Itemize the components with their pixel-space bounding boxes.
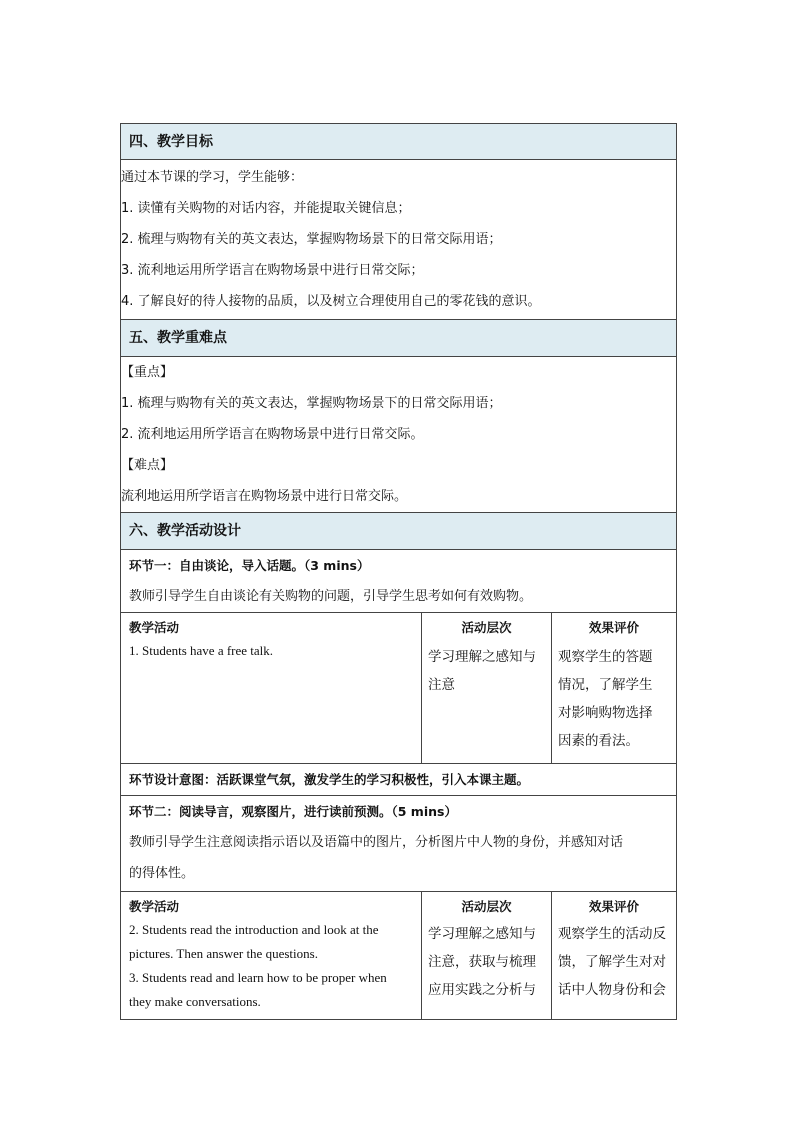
objective-item: 3. 流利地运用所学语言在购物场景中进行日常交际；: [121, 263, 424, 278]
key-point-item: 1. 梳理与购物有关的英文表达，掌握购物场景下的日常交际用语；: [121, 396, 502, 411]
lesson-plan-table: [120, 123, 677, 1020]
level-line: 学习理解之感知与: [428, 926, 536, 942]
eval-column-header: 效果评价: [588, 899, 639, 914]
section-5-body: [120, 357, 677, 513]
stage-2-level-column: [422, 892, 552, 1019]
activity-item: 1. Students have a free talk.: [129, 643, 274, 658]
stage-1-desc: 教师引导学生自由谈论有关购物的问题，引导学生思考如何有效购物。: [129, 589, 533, 604]
stage-2-activity-column: [121, 892, 422, 1019]
stage-1-intro: [120, 550, 677, 613]
level-line: 注意，获取与梳理: [428, 954, 536, 970]
stage-1-activity-table: [120, 613, 677, 764]
activity-item: 3. Students read and learn how to be proper when: [129, 970, 387, 985]
level-column-header: 活动层次: [461, 620, 512, 635]
activity-item: pictures. Then answer the questions.: [129, 946, 318, 961]
section-4-title: 四、教学目标: [129, 134, 213, 150]
difficult-points-label: 【难点】: [121, 458, 174, 473]
eval-line: 观察学生的活动反: [558, 926, 666, 942]
stage-1-intent: [120, 764, 677, 796]
stage-2-desc-line: 教师引导学生注意阅读指示语以及语篇中的图片，分析图片中人物的身份，并感知对话: [129, 835, 624, 850]
key-point-item: 2. 流利地运用所学语言在购物场景中进行日常交际。: [121, 427, 424, 442]
eval-line: 对影响购物选择: [558, 705, 653, 721]
eval-line: 因素的看法。: [558, 733, 639, 749]
level-column-header: 活动层次: [461, 899, 512, 914]
eval-line: 情况，了解学生: [558, 677, 653, 693]
difficult-point-text: 流利地运用所学语言在购物场景中进行日常交际。: [121, 489, 408, 504]
section-5-header: [120, 320, 677, 357]
activity-item: 2. Students read the introduction and look at the: [129, 922, 379, 937]
section-4-header: [120, 123, 677, 160]
stage-1-level-column: [422, 613, 552, 763]
eval-line: 话中人物身份和会: [558, 982, 666, 998]
objective-item: 4. 了解良好的待人接物的品质，以及树立合理使用自己的零花钱的意识。: [121, 294, 541, 309]
objective-item: 1. 读懂有关购物的对话内容，并能提取关键信息；: [121, 201, 411, 216]
section-6-title: 六、教学活动设计: [129, 523, 241, 539]
stage-2-activity-table: [120, 892, 677, 1020]
level-line: 应用实践之分析与: [428, 982, 536, 998]
stage-2-eval-column: [552, 892, 676, 1019]
level-line: 注意: [428, 677, 455, 693]
stage-1-eval-column: [552, 613, 676, 763]
stage-2-intro: [120, 796, 677, 892]
objective-item: 2. 梳理与购物有关的英文表达，掌握购物场景下的日常交际用语；: [121, 232, 502, 247]
activity-column-header: 教学活动: [129, 899, 180, 914]
eval-line: 馈，了解学生对对: [558, 954, 666, 970]
activity-item: they make conversations.: [129, 994, 261, 1009]
section-6-header: [120, 513, 677, 550]
section-4-intro: 通过本节课的学习，学生能够：: [121, 170, 304, 185]
section-4-body: [120, 160, 677, 320]
level-line: 学习理解之感知与: [428, 649, 536, 665]
stage-1-title: 环节一：自由谈论，导入话题。（3 mins）: [129, 558, 370, 573]
section-5-title: 五、教学重难点: [129, 330, 227, 346]
key-points-label: 【重点】: [121, 365, 174, 380]
stage-2-desc-line: 的得体性。: [129, 866, 195, 881]
activity-column-header: 教学活动: [129, 620, 180, 635]
eval-column-header: 效果评价: [588, 620, 639, 635]
stage-1-activity-column: [121, 613, 422, 763]
stage-1-intent-text: 环节设计意图：活跃课堂气氛，激发学生的学习积极性，引入本课主题。: [129, 772, 530, 787]
stage-2-title: 环节二：阅读导言，观察图片，进行读前预测。（5 mins）: [129, 804, 457, 819]
eval-line: 观察学生的答题: [558, 649, 653, 665]
